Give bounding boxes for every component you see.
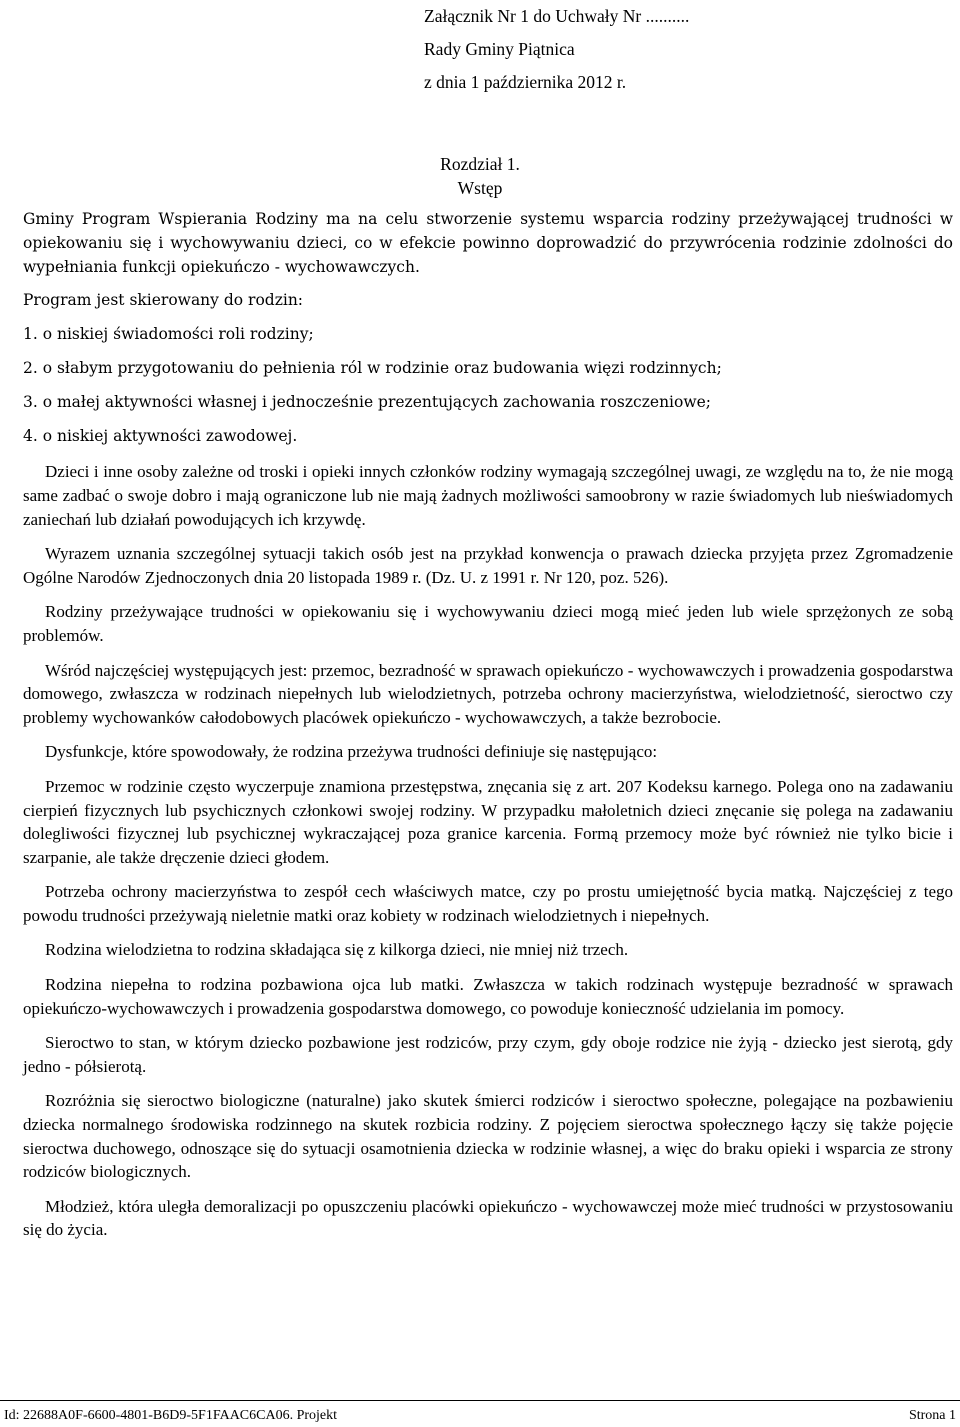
- body-paragraph: Sieroctwo to stan, w którym dziecko pozbawione jest rodziców, przy czym, gdy oboje rodzice nie żyją - dziecko jest sierotą, gdy jedno - półsierotą.: [23, 1033, 953, 1076]
- footer-divider: [0, 1400, 960, 1401]
- chapter-number: Rozdział 1.: [440, 154, 520, 174]
- target-list-item: 1. o niskiej świadomości roli rodziny;: [23, 325, 314, 344]
- intro-paragraph: Gminy Program Wspierania Rodziny ma na celu stworzenie systemu wsparcia rodziny przeżywającej trudności w opiekowaniu się i wychowywaniu dzieci, co w efekcie powinno doprowadzić do przywrócenia rodzinie zdolności do wypełniania funkcji opiekuńczo - wychowawczych.: [23, 210, 953, 276]
- body-paragraph: Rodziny przeżywające trudności w opiekowaniu się i wychowywaniu dzieci mogą mieć jeden lub wiele sprzężonych ze sobą problemów.: [23, 602, 953, 645]
- body-paragraph: Rodzina niepełna to rodzina pozbawiona ojca lub matki. Zwłaszcza w takich rodzinach występuje bezradność w sprawach opiekuńczo-wychowawczych i prowadzenia gospodarstwa domowego, co powoduje konieczność udzielania im pomocy.: [23, 975, 953, 1018]
- council-name: Rady Gminy Piątnica: [424, 39, 575, 59]
- page-footer: [4, 1407, 956, 1425]
- body-paragraph: Rozróżnia się sieroctwo biologiczne (naturalne) jako skutek śmierci rodziców i sieroctwo społeczne, polegające na pozbawieniu dziecka normalnego środowiska rodzinnego na skutek rozbicia rodziny. Z pojęciem sieroctwa społecznego łączy się także pojęcie sieroctwa duchowego, odnoszące się do sytuacji osamotnienia dziecka w rodzinie własnej, a więc do braku opieki i wsparcia ze strony rodziców biologicznych.: [23, 1091, 953, 1182]
- resolution-date: z dnia 1 października 2012 r.: [424, 72, 627, 92]
- body-paragraph: Wyrazem uznania szczególnej sytuacji takich osób jest na przykład konwencja o prawach dziecka przyjęta przez Zgromadzenie Ogólne Narodów Zjednoczonych dnia 20 listopada 1989 r. (Dz. U. z 1991 r. Nr 120, poz. 526).: [23, 544, 953, 587]
- attachment-header: [424, 4, 689, 103]
- intro-section: [23, 208, 953, 448]
- chapter-heading: [0, 152, 960, 200]
- target-list-item: 3. o małej aktywności własnej i jednocześnie prezentujących zachowania roszczeniowe;: [23, 392, 712, 411]
- target-list-heading: Program jest skierowany do rodzin:: [23, 291, 304, 310]
- body-paragraph: Młodzież, która uległa demoralizacji po opuszczeniu placówki opiekuńczo - wychowawczej może mieć trudności w przystosowaniu się do życia.: [23, 1196, 953, 1240]
- target-list-item: 2. o słabym przygotowaniu do pełnienia ról w rodzinie oraz budowania więzi rodzinnych;: [23, 358, 722, 377]
- body-paragraph: Dzieci i inne osoby zależne od troski i opieki innych członków rodziny wymagają szczególnej uwagi, ze względu na to, że nie mogą same zadbać o swoje dobro i mają ograniczone lub nie mają żadnych możliwości samoobrony w razie świadomych lub nieświadomych zaniechań lub działań powodujących ich krzywdę.: [23, 462, 953, 529]
- attachment-number: Załącznik Nr 1 do Uchwały Nr ..........: [424, 6, 690, 26]
- body-paragraphs: [23, 460, 953, 1242]
- document-body: [23, 208, 953, 1253]
- chapter-title: Wstęp: [457, 178, 503, 198]
- target-list-item: 4. o niskiej aktywności zawodowej.: [23, 426, 298, 445]
- page-number: Strona 1: [908, 1408, 956, 1423]
- body-paragraph: Rodzina wielodzietna to rodzina składająca się z kilkorga dzieci, nie mniej niż trzech.: [45, 940, 629, 960]
- body-paragraph: Przemoc w rodzinie często wyczerpuje znamiona przestępstwa, znęcania się z art. 207 Kodeksu karnego. Polega ono na zadawaniu cierpień fizycznych lub psychicznych członkowi swojej rodziny. W przypadku małoletnich dzieci znęcanie się polega na zadawaniu dolegliwości fizycznej lub psychicznej wykraczającej poza granice karcenia. Formą przemocy może być również nie tylko bicie i szarpanie, ale także dręczenie dzieci głodem.: [23, 776, 953, 867]
- body-paragraph: Potrzeba ochrony macierzyństwa to zespół cech właściwych matce, czy po prostu umiejętność bycia matką. Najczęściej z tego powodu trudności przeżywają nieletnie matki oraz kobiety w rodzinach wielodzietnych i niepełnych.: [23, 882, 953, 925]
- document-id: Id: 22688A0F-6600-4801-B6D9-5F1FAAC6CA06. Projekt: [4, 1408, 338, 1423]
- body-paragraph: Wśród najczęściej występujących jest: przemoc, bezradność w sprawach opiekuńczo - wychowawczych i prowadzenia gospodarstwa domowego, zwłaszcza w rodzinach niepełnych lub wielodzietnych, potrzeba ochrony macierzyństwa, wielodzietność, sieroctwo czy problemy wychowanków całodobowych placówek opiekuńczo - wychowawczych, a także bezrobocie.: [23, 660, 953, 727]
- body-paragraph: Dysfunkcje, które spowodowały, że rodzina przeżywa trudności definiuje się następująco:: [45, 742, 658, 762]
